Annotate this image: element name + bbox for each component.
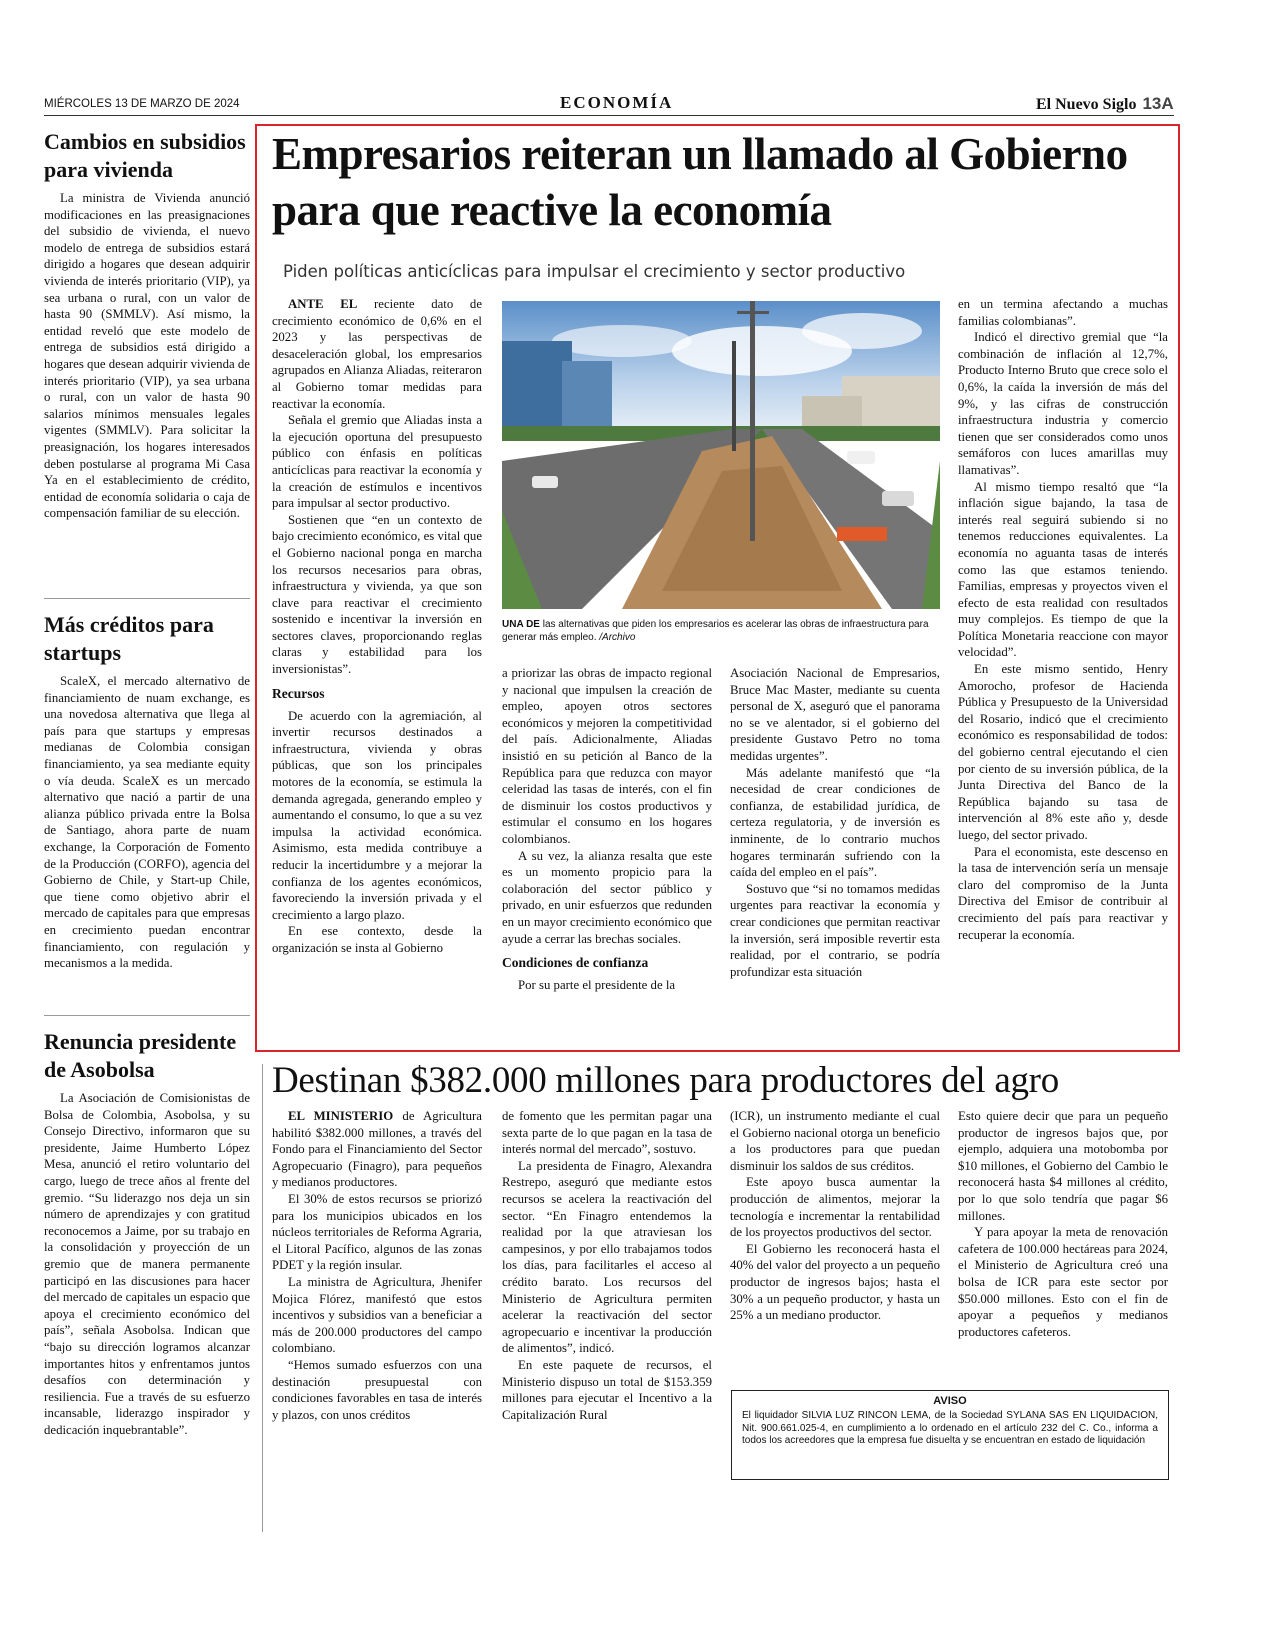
second-col3-p2: Este apoyo busca aumentar la producción de alimentos, mejorar la tecnología e incrementar la rentabilidad de los proyectos productivos del sector. <box>730 1175 940 1240</box>
sidebar-story-1-title: Cambios en subsidios para vivienda <box>44 129 246 182</box>
main-deck: Piden políticas anticíclicas para impulsar el crecimiento y sector productivo <box>283 262 906 281</box>
masthead <box>1036 94 1174 114</box>
main-col1-p2: Señala el gremio que Aliadas insta a la ejecución oportuna del presupuesto público con énfasis en políticas anticíclicas para reactivar la economía y la creación de estímulos e incentivos para impulsar al sector productivo. <box>272 413 482 511</box>
notice-title: AVISO <box>933 1395 967 1407</box>
subhead-recursos: Recursos <box>272 685 325 701</box>
second-col1-p3: La ministra de Agricultura, Jhenifer Mojica Flórez, manifestó que estos incentivos y subsidios van a beneficiar a más de 200.000 productores del campo colombiano. <box>272 1274 482 1356</box>
sidebar-story-3 <box>44 1028 250 1528</box>
header-date: MIÉRCOLES 13 DE MARZO DE 2024 <box>44 98 240 110</box>
construction-photo <box>502 301 940 609</box>
second-headline: Destinan $382.000 millones para productores del agro <box>272 1060 1059 1101</box>
second-col4-p1: Esto quiere decir que para un pequeño productor de ingresos bajos que, por ejemplo, adquiera una motobomba por $10 millones, el Gobierno del Cambio le reconocerá hasta $4 millones al crédito, por lo que solo tendría que pagar $6 millones. <box>958 1109 1168 1223</box>
second-col2-p2: La presidenta de Finagro, Alexandra Restrepo, aseguró que mediante estos recursos se acelera la reactivación del sector. “En Finagro entendemos la realidad por la que atraviesan los campesinos, y por ello trabajamos todos los días, para facilitarles el acceso al crédito barato. Los recursos del Ministerio de Agricultura permiten acelerar la reactivación del sector agropecuario e incentivar la producción de alimentos”, indicó. <box>502 1158 712 1356</box>
second-col1-p1-text: de Agricultura habilitó $382.000 millones, a través del Fondo para el Financiamiento del Sector Agropecuario (Finagro), para pequeños y medianos productores. <box>272 1109 482 1190</box>
main-col1-p1 <box>272 296 482 412</box>
sidebar-story-1-body: La ministra de Vivienda anunció modificaciones en las preasignaciones del subsidio de vivienda, el nuevo modelo de entrega de subsidios estará dirigido a hogares que desean adquirir vivienda de interés prioritario (VIP), ya sea urbana o rural, con un valor de hasta 90 (SMMLV). Así mismo, la entidad reveló que este modelo de entrega de subsidios está dirigido a hogares que desean adquirir vivienda de interés prioritario (VIP), ya sea urbana o rural, con un valor de hasta 90 salarios mínimos mensuales legales vigentes (SMMLV). Para solicitar la preasignación, los hogares interesados deben postularse al programa Mi Casa Ya en el establecimiento de crédito, entidad de economía solidaria o caja de compensación familiar de su elección. <box>44 191 250 521</box>
main-col-4 <box>958 296 1168 1046</box>
main-col1-p3: Sostienen que “en un contexto de bajo crecimiento económico, es vital que el Gobierno nacional ponga en marcha los recursos necesarios para obras, infraestructura y vivienda, ya que son clave para reactivar el crecimiento sostenido e incentivar la inversión en sectores claves, proporcionando reglas claras y estabilidad para los inversionistas”. <box>272 512 482 677</box>
masthead-name: El Nuevo Siglo <box>1036 96 1137 113</box>
caption-credit: /Archivo <box>596 632 636 643</box>
sidebar-story-3-title: Renuncia presidente de Asobolsa <box>44 1029 237 1082</box>
sidebar-story-2 <box>44 611 250 1009</box>
main-col1-p1-text: reciente dato de crecimiento económico de 0,6% en el 2023 y las perspectivas de desaceleración global, los empresarios agrupados en Alianza Aliadas, reiteraron al Gobierno tomar medidas para reactivar la economía. <box>272 297 482 411</box>
sidebar-story-2-body: ScaleX, el mercado alternativo de financiamiento de nuam exchange, es una novedosa alternativa que llega al país para que startups y empresas medianas de Colombia consigan financiamiento, ya sea mediante equity o vía deuda. ScaleX es un mercado alternativo que nació a partir de una alianza público privada entre la Bolsa de Santiago, ahora parte de nuam exchange, la Corporación de Fomento de la Producción (CORFO), agencia del Gobierno de Chile, y Start-up Chile, que tiene como objetivo abrir el mercado de capitales para que empresas en crecimiento puedan encontrar financiamiento, con regulación y mecanismos a la medida. <box>44 674 250 971</box>
caption-text: las alternativas que piden los empresarios es acelerar las obras de infraestructura para generar más empleo. <box>502 619 929 643</box>
section-title: ECONOMÍA <box>560 93 674 112</box>
sidebar-story-3-body: La Asociación de Comisionistas de Bolsa de Colombia, Asobolsa, y su Consejo Directivo, informaron que su presidente, Jaime Humberto López Mesa, anunció el retiro voluntario del cargo, luego de trece años al frente del gremio. “Su liderazgo nos deja un sin número de aprendizajes y con gratitud reconocemos a Jaime, por su trabajo en la consolidación y proyección de un gremio que de manera permanente participó en las discusiones para hacer del mercado de capitales un espacio que apoya el crecimiento económico del país”, señala Asobolsa. Indican que “bajo su dirección logramos alcanzar importantes hitos y enfrentamos juntos desafíos con determinación y resiliencia. Fue a través de su esfuerzo incansable, liderazgo inspirador y dedicación inquebrantable”. <box>44 1091 250 1437</box>
main-col2-p1: a priorizar las obras de impacto regional y nacional que impulsen la creación de empleo, apoyen otros sectores económicos y mejoren la competitividad del país. Adicionalmente, Aliadas insistió en su petición al Banco de la República para que reduzca con mayor celeridad las tasas de interés, con el fin de disminuir los costos productivos y estimular el consumo en los hogares colombianos. <box>502 666 712 846</box>
header-rule <box>44 115 1174 116</box>
second-col2-p1: de fomento que les permitan pagar una sexta parte de lo que pagan en la tasa de interés normal del mercado”, sostuvo. <box>502 1109 712 1157</box>
second-col-1 <box>272 1108 482 1478</box>
page-number: 13A <box>1142 94 1174 113</box>
second-col1-p4: “Hemos sumado esfuerzos con una destinación presupuestal con condiciones favorables en tasa de interés y plazos, con unos créditos <box>272 1357 482 1422</box>
main-col3-p1: Asociación Nacional de Empresarios, Bruce Mac Master, mediante su cuenta personal de X, aseguró que el panorama no se ve alentador, si el gobierno del presidente Gustavo Petro no toma medidas urgentes”. <box>730 666 940 763</box>
second-col-2 <box>502 1108 712 1478</box>
second-col2-p3: En este paquete de recursos, el Ministerio dispuso un total de $153.359 millones para ejecutar el Incentivo a la Capitalización Rural <box>502 1357 712 1422</box>
second-col-3 <box>730 1108 940 1378</box>
second-col3-p3: El Gobierno les reconocerá hasta el 40% del valor del proyecto a un pequeño productor de ingresos bajos; hasta el 30% a un pequeño productor, y hasta un 25% a un mediano productor. <box>730 1241 940 1323</box>
main-col4-p4: En este mismo sentido, Henry Amorocho, profesor de Hacienda Pública y Presupuesto de la Universidad del Rosario, indicó que el crecimiento económico es responsabilidad de todos: del gobierno central ejecutando el cien por ciento de su inversión pública, de la Junta Directiva del Banco de la República bajando su tasa de intervención al 8% este año y, desde luego, del sector privado. <box>958 662 1168 842</box>
main-headline: Empresarios reiteran un llamado al Gobierno para que reactive la economía <box>272 129 1128 235</box>
main-col-2 <box>502 665 712 1045</box>
sidebar-story-1 <box>44 128 250 592</box>
lead-in: ANTE EL <box>288 297 358 311</box>
main-col4-p1: en un termina afectando a muchas familias colombianas”. <box>958 297 1168 328</box>
sidebar-divider-1 <box>44 598 250 599</box>
main-col4-p2: Indicó el directivo gremial que “la combinación de inflación al 12,7%, Producto Interno Bruto que crece solo el 0,6%, la caída la inversión de más del 9%, y las cifras de construcción infraestructura industria y comercio tienen que ser considerados como unos semáforos con luces amarillas muy llamativas”. <box>958 330 1168 477</box>
main-col1-p5: En ese contexto, desde la organización se insta al Gobierno <box>272 924 482 955</box>
sidebar <box>44 128 250 1528</box>
legal-notice <box>731 1390 1169 1480</box>
sidebar-vertical-rule <box>262 1064 263 1532</box>
second-col3-p1: (ICR), un instrumento mediante el cual el Gobierno nacional otorga un beneficio a los productores para que puedan disminuir los saldos de sus créditos. <box>730 1109 940 1173</box>
subhead-condiciones: Condiciones de confianza <box>502 955 649 971</box>
second-col1-p2: El 30% de estos recursos se priorizó para los municipios ubicados en los núcleos territoriales de Reforma Agraria, el Litoral Pacífico, algunos de las zonas PDET y la región insular. <box>272 1191 482 1273</box>
sidebar-story-2-title: Más créditos para startups <box>44 612 214 665</box>
main-col3-p2: Más adelante manifestó que “la necesidad de crear condiciones de confianza, de estabilidad jurídica, de certeza regulatoria, y de inversión es inminente, de lo contrario muchos hogares terminarán sufriendo con la caída del empleo en el país”. <box>730 765 940 880</box>
main-col2-p2: A su vez, la alianza resalta que este es un momento propicio para la colaboración del sector público y privado, en unir esfuerzos que redunden en un mayor crecimiento económico que ayude a cerrar las brechas sociales. <box>502 848 712 946</box>
sidebar-divider-2 <box>44 1015 250 1016</box>
main-col3-p3: Sostuvo que “si no tomamos medidas urgentes para reactivar la economía y crear condiciones que permitan reactivar la inversión, será imposible revertir esta realidad, por el contrario, se podría profundizar esta situación <box>730 881 940 979</box>
caption-lead: UNA DE <box>502 619 540 630</box>
second-lead-in: EL MINISTERIO <box>288 1109 394 1123</box>
photo-caption <box>502 618 940 644</box>
main-col1-p4: De acuerdo con la agremiación, al invertir recursos destinados a infraestructura, vivienda y obras públicas, que son los principales motores de la economía, se estimula la demanda agregada, generando empleo y aumentando el consumo, lo que a su vez impulsa la actividad económica. Asimismo, esta medida contribuye a reducir la incertidumbre y a mejorar la confianza de los agentes económicos, favoreciendo la inversión privada y el crecimiento a largo plazo. <box>272 708 482 922</box>
notice-text: El liquidador SILVIA LUZ RINCON LEMA, de la Sociedad SYLANA SAS EN LIQUIDACION, Nit. 900.661.025-4, en cumplimiento a lo ordenado en el artículo 232 del C. Co., informa a todos los acreedores que la empresa fue disuelta y se encuentran en estado de liquidación <box>742 1410 1158 1446</box>
main-col-1 <box>272 296 482 1046</box>
second-col-4 <box>958 1108 1168 1378</box>
main-col-3 <box>730 665 940 1045</box>
second-col1-p1 <box>272 1108 482 1191</box>
main-col4-p5: Para el economista, este descenso en la tasa de intervención sería un mensaje claro del compromiso de la Junta Directiva del Emisor de contribuir al crecimiento del país para reactivar y recuperar la economía. <box>958 844 1168 942</box>
second-col4-p2: Y para apoyar la meta de renovación cafetera de 100.000 hectáreas para 2024, el Ministerio de Agricultura creó una bolsa de ICR para este sector por $50.000 millones. Esto con el fin de apoyar a pequeños y medianos productores cafeteros. <box>958 1225 1168 1339</box>
main-col4-p3: Al mismo tiempo resaltó que “la inflación sigue bajando, la tasa de interés real seguirá subiendo si no tenemos reducciones equivalentes. La economía no aguanta tasas de interés como las que estamos teniendo. Familias, empresas y proyectos viven el efecto de esta realidad con resultados muy complejos. Es tiempo de que la Política Monetaria reaccione con mayor velocidad”. <box>958 479 1168 660</box>
main-col2-p3: Por su parte el presidente de la <box>518 978 676 993</box>
